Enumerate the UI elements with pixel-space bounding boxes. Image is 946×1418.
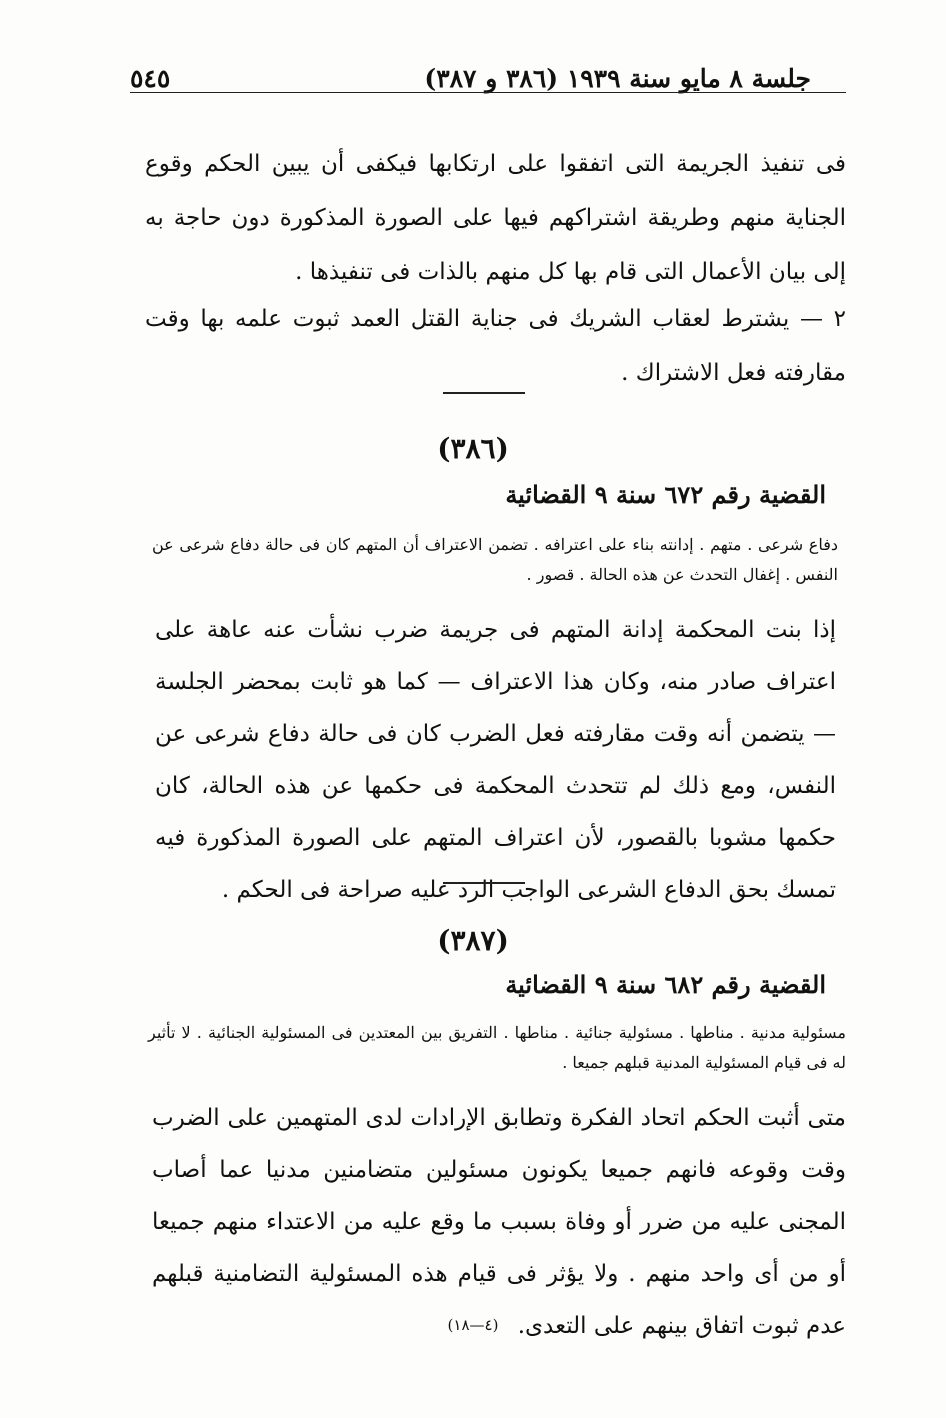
case-number: (٣٨٧) (437, 924, 509, 957)
case-paragraph: متى أثبت الحكم اتحاد الفكرة وتطابق الإرادات لدى المتهمين على الضرب وقت وقوعه فانهم جميعا يكونون مسئولين متضامنين مدنيا عما أصاب المجنى عليه من ضرر أو وفاة بسبب ما وقع عليه من الاعتداء منهم جميعا أو من أى واحد منهم . ولا يؤثر فى قيام هذه المسئولية التضامنية قبلهم عدم ثبوت اتفاق بينهم على التعدى. (152, 1105, 846, 1339)
header-rule (130, 92, 846, 93)
section-separator (443, 392, 525, 394)
case-keywords: دفاع شرعى . متهم . إدانته بناء على اعترافه . تضمن الاعتراف أن المتهم كان فى حالة دفاع شرعى عن النفس . إغفال التحدث عن هذه الحالة . قصور . (152, 535, 838, 584)
page-number: ٥٤٥ (130, 63, 171, 93)
running-title: جلسة ٨ مايو سنة ١٩٣٩ (٣٨٦ و ٣٨٧) (424, 63, 811, 93)
signature-code: (٤—١٨) (447, 1316, 499, 1334)
case-keywords: مسئولية مدنية . مناطها . مسئولية جنائية . مناطها . التفريق بين المعتدين فى المسئولية الجنائية . لا تأثير له فى قيام المسئولية المدنية قبلهم جميعا . (148, 1023, 846, 1072)
case-paragraph: إذا بنت المحكمة إدانة المتهم فى جريمة ضرب نشأت عنه عاهة على اعتراف صادر منه، وكان هذا الاعتراف — كما هو ثابت بمحضر الجلسة — يتضمن أنه وقت مقارفته فعل الضرب كان فى حالة دفاع شرعى عن النفس، ومع ذلك لم تتحدث المحكمة فى حكمها عن هذه الحالة، كان حكمها مشوبا بالقصور، لأن اعتراف المتهم على الصورة المذكورة فيه تمسك بحق الدفاع الشرعى الواجب الرد عليه صراحة فى الحكم . (155, 617, 836, 903)
section-separator (443, 882, 525, 884)
principle-item-2: ٢ — يشترط لعقاب الشريك فى جناية القتل العمد ثبوت علمه بها وقت مقارفته فعل الاشتراك . (145, 306, 846, 386)
case-title: القضية رقم ٦٧٢ سنة ٩ القضائية (505, 480, 826, 509)
case-title: القضية رقم ٦٨٢ سنة ٩ القضائية (505, 970, 826, 999)
case-number: (٣٨٦) (437, 432, 509, 465)
continuation-paragraph: فى تنفيذ الجريمة التى اتفقوا على ارتكابها فيكفى أن يبين الحكم وقوع الجناية منهم وطريقة اشتراكهم فيها على الصورة المذكورة دون حاجة به إلى بيان الأعمال التى قام بها كل منهم بالذات فى تنفيذها . (145, 151, 846, 285)
